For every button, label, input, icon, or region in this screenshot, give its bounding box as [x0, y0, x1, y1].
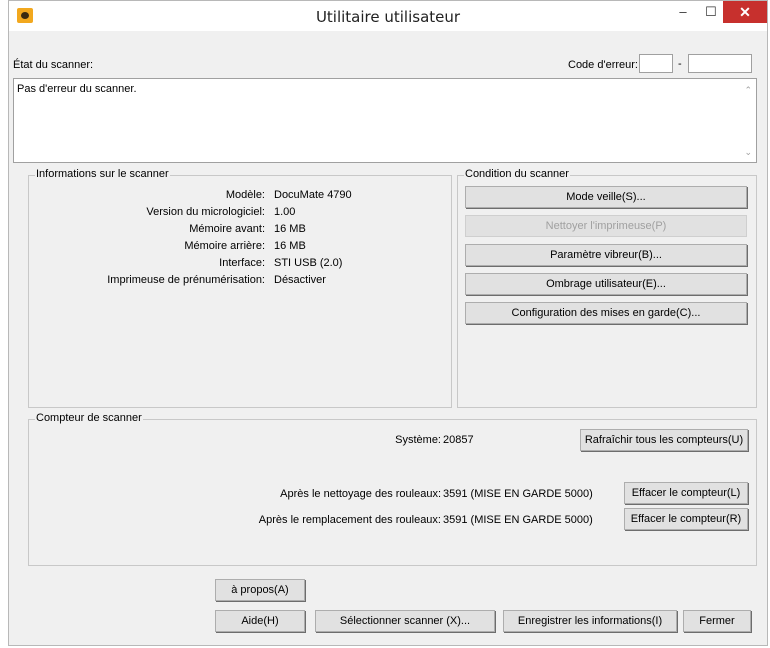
- user-shading-button[interactable]: Ombrage utilisateur(E)...: [465, 273, 747, 295]
- maximize-button[interactable]: ☐: [705, 4, 717, 19]
- clear-counter-l-button[interactable]: Effacer le compteur(L): [624, 482, 748, 504]
- clean-imprinter-button[interactable]: Nettoyer l'imprimeuse(P): [465, 215, 747, 237]
- info-label-model: Modèle:: [225, 189, 265, 201]
- info-label-interface: Interface:: [219, 257, 265, 269]
- error-code-separator: -: [678, 58, 682, 70]
- scanner-counter-group: [28, 412, 757, 566]
- about-button[interactable]: à propos(A): [215, 579, 305, 601]
- info-label-imprinter: Imprimeuse de prénumérisation:: [107, 274, 265, 286]
- buzzer-settings-button[interactable]: Paramètre vibreur(B)...: [465, 244, 747, 266]
- status-message-box[interactable]: [13, 78, 757, 163]
- info-value-front-memory: 16 MB: [274, 223, 306, 235]
- refresh-counters-button[interactable]: Rafraîchir tous les compteurs(U): [580, 429, 748, 451]
- warning-config-button[interactable]: Configuration des mises en garde(C)...: [465, 302, 747, 324]
- system-counter-value: 20857: [443, 434, 474, 446]
- roller-replacement-label: Après le remplacement des rouleaux:: [258, 514, 441, 526]
- scroll-down-icon[interactable]: ⌄: [744, 147, 752, 157]
- error-code-label: Code d'erreur:: [568, 59, 638, 71]
- scanner-info-title: Informations sur le scanner: [36, 168, 169, 180]
- scanner-info-group: [28, 168, 452, 408]
- roller-cleaning-label: Après le nettoyage des rouleaux:: [280, 488, 441, 500]
- info-label-firmware: Version du micrologiciel:: [146, 206, 265, 218]
- clear-counter-r-button[interactable]: Effacer le compteur(R): [624, 508, 748, 530]
- close-button[interactable]: Fermer: [683, 610, 751, 632]
- status-message: Pas d'erreur du scanner.: [17, 83, 137, 95]
- roller-replacement-value: 3591 (MISE EN GARDE 5000): [443, 514, 593, 526]
- scanner-condition-group: [457, 168, 757, 408]
- error-code-field-2: [688, 54, 752, 73]
- close-window-button[interactable]: ✕: [723, 1, 767, 23]
- scanner-condition-title: Condition du scanner: [465, 168, 569, 180]
- info-value-back-memory: 16 MB: [274, 240, 306, 252]
- sleep-mode-button[interactable]: Mode veille(S)...: [465, 186, 747, 208]
- utility-window: [8, 0, 768, 646]
- scanner-status-label: État du scanner:: [13, 59, 94, 71]
- scroll-up-icon[interactable]: ⌃: [744, 85, 752, 95]
- info-value-firmware: 1.00: [274, 206, 296, 218]
- select-scanner-button[interactable]: Sélectionner scanner (X)...: [315, 610, 495, 632]
- title-bar: [9, 1, 767, 31]
- info-value-imprinter: Désactiver: [274, 274, 326, 286]
- error-code-field-1: [639, 54, 673, 73]
- info-label-back-memory: Mémoire arrière:: [184, 240, 265, 252]
- window-title: Utilitaire utilisateur: [315, 8, 461, 26]
- roller-cleaning-value: 3591 (MISE EN GARDE 5000): [443, 488, 593, 500]
- info-value-interface: STI USB (2.0): [274, 257, 343, 269]
- help-button[interactable]: Aide(H): [215, 610, 305, 632]
- save-info-button[interactable]: Enregistrer les informations(I): [503, 610, 677, 632]
- minimize-button[interactable]: –: [679, 4, 687, 19]
- info-label-front-memory: Mémoire avant:: [189, 223, 265, 235]
- system-counter-label: Système:: [395, 434, 441, 446]
- info-value-model: DocuMate 4790: [274, 189, 352, 201]
- scanner-counter-title: Compteur de scanner: [36, 412, 142, 424]
